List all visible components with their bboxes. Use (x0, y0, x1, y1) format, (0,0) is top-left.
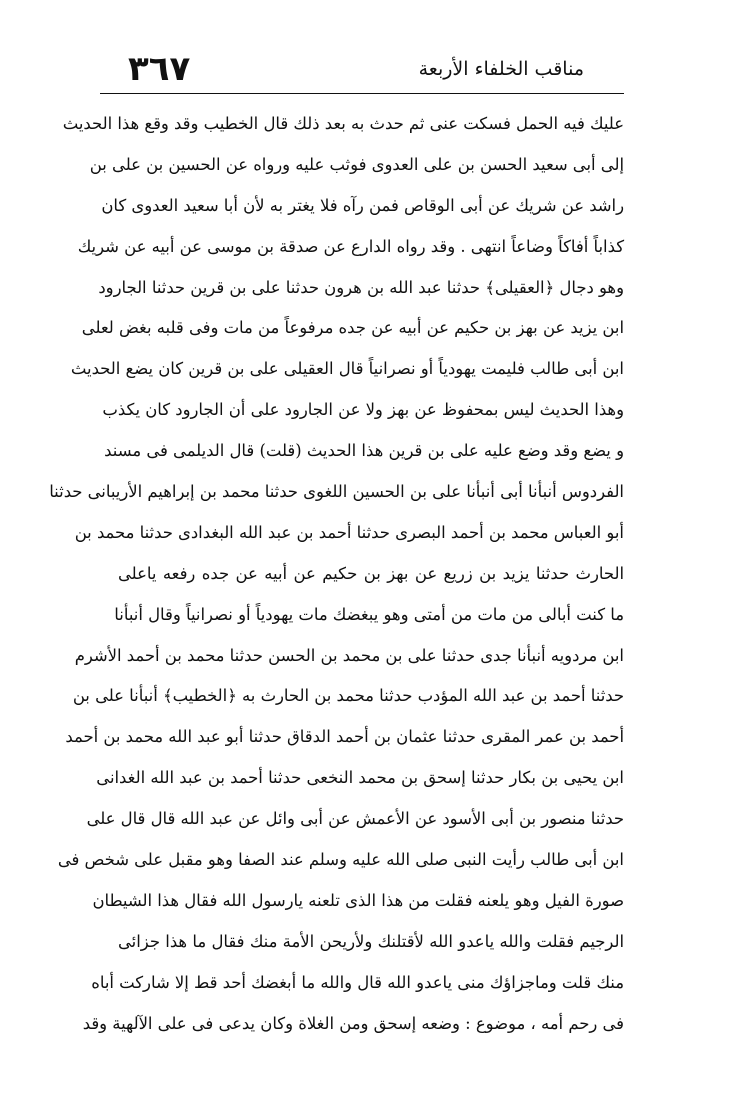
page-header (100, 46, 624, 92)
body-text (49, 104, 624, 1044)
text-line: راشد عن شريك عن أبى الوقاص فمن رآه فلا يغتر به لأن أبا سعيد العدوى كان (101, 195, 624, 215)
text-line: منك قلت وماجزاؤك منى ياعدو الله قال والله ما أبغضك أحد قط إلا شاركت أباه (91, 972, 624, 992)
page-number: ٣٦٧ (128, 49, 191, 89)
text-line: حدثنا منصور بن أبى الأسود عن الأعمش عن أبى وائل عن عبد الله قال قال على (86, 809, 624, 829)
text-line: كذاباً أفاكاً وضاعاً انتهى . وقد رواه الدارع عن صدقة بن موسى عن أبيه عن شريك (77, 236, 624, 256)
text-line: فى رحم أمه ، موضوع : وضعه إسحق ومن الغلاة وكان يدعى فى على الآلهية وقد (82, 1013, 624, 1033)
running-title: مناقب الخلفاء الأربعة (418, 58, 584, 80)
text-line: وهو دجال ﴿العقيلى﴾ حدثنا عبد الله بن هرون حدثنا على بن قرين حدثنا الجارود (98, 277, 624, 297)
text-line: ابن مردويه أنبأنا جدى حدثنا على بن محمد بن الحسن حدثنا محمد بن أحمد الأشرم (74, 645, 624, 665)
text-line: ابن أبى طالب رأيت النبى صلى الله عليه وسلم عند الصفا وهو مقبل على شخص فى (57, 850, 624, 870)
text-line: أحمد بن عمر المقرى حدثنا عثمان بن أحمد الدقاق حدثنا أبو عبد الله محمد بن أحمد (65, 727, 624, 747)
text-line: أبو العباس محمد بن أحمد البصرى حدثنا أحمد بن عبد الله البغدادى حدثنا محمد بن (74, 522, 624, 542)
text-line: ابن أبى طالب فليمت يهودياً أو نصرانياً قال العقيلى على بن قرين كان يضع الحديث (70, 359, 624, 379)
text-line: صورة الفيل وهو يلعنه فقلت من هذا الذى تلعنه يارسول الله فقال هذا الشيطان (92, 890, 624, 910)
text-line: و يضع وقد وضع عليه على بن قرين هذا الحديث (قلت) قال الديلمى فى مسند (104, 441, 624, 461)
text-line: إلى أبى سعيد الحسن بن على العدوى فوثب عليه ورواه عن الحسين بن على بن (89, 154, 624, 174)
text-line: وهذا الحديث ليس بمحفوظ عن بهز ولا عن الجارود على أن الجارود كان يكذب (102, 400, 624, 420)
text-line: الرجيم فقلت والله ياعدو الله لأقتلنك ولأريحن الأمة منك فقال ما هذا جزائى (118, 931, 624, 951)
header-rule (100, 93, 624, 94)
text-line: ابن يحيى بن بكار حدثنا إسحق بن محمد النخعى حدثنا أحمد بن عبد الله الغدانى (96, 768, 624, 788)
text-line: ابن يزيد عن بهز بن حكيم عن أبيه عن جده مرفوعاً من مات وفى قلبه بغض لعلى (81, 318, 624, 338)
text-line: ما كنت أبالى من مات من أمتى وهو يبغضك مات يهودياً أو نصرانياً وقال أنبأنا (114, 604, 624, 624)
text-line: الحارث حدثنا يزيد بن زريع عن بهز بن حكيم عن أبيه عن جده رفعه ياعلى (118, 563, 624, 583)
text-line: عليك فيه الحمل فسكت عنى ثم حدث به بعد ذلك قال الخطيب وقد وقع هذا الحديث (62, 114, 624, 133)
text-line: حدثنا أحمد بن عبد الله المؤدب حدثنا محمد بن الحارث به ﴿الخطيب﴾ أنبأنا على بن (72, 686, 624, 706)
text-line: الفردوس أنبأنا أبى أنبأنا على بن الحسين اللغوى حدثنا محمد بن إبراهيم الأريبانى حدثنا (49, 482, 624, 502)
